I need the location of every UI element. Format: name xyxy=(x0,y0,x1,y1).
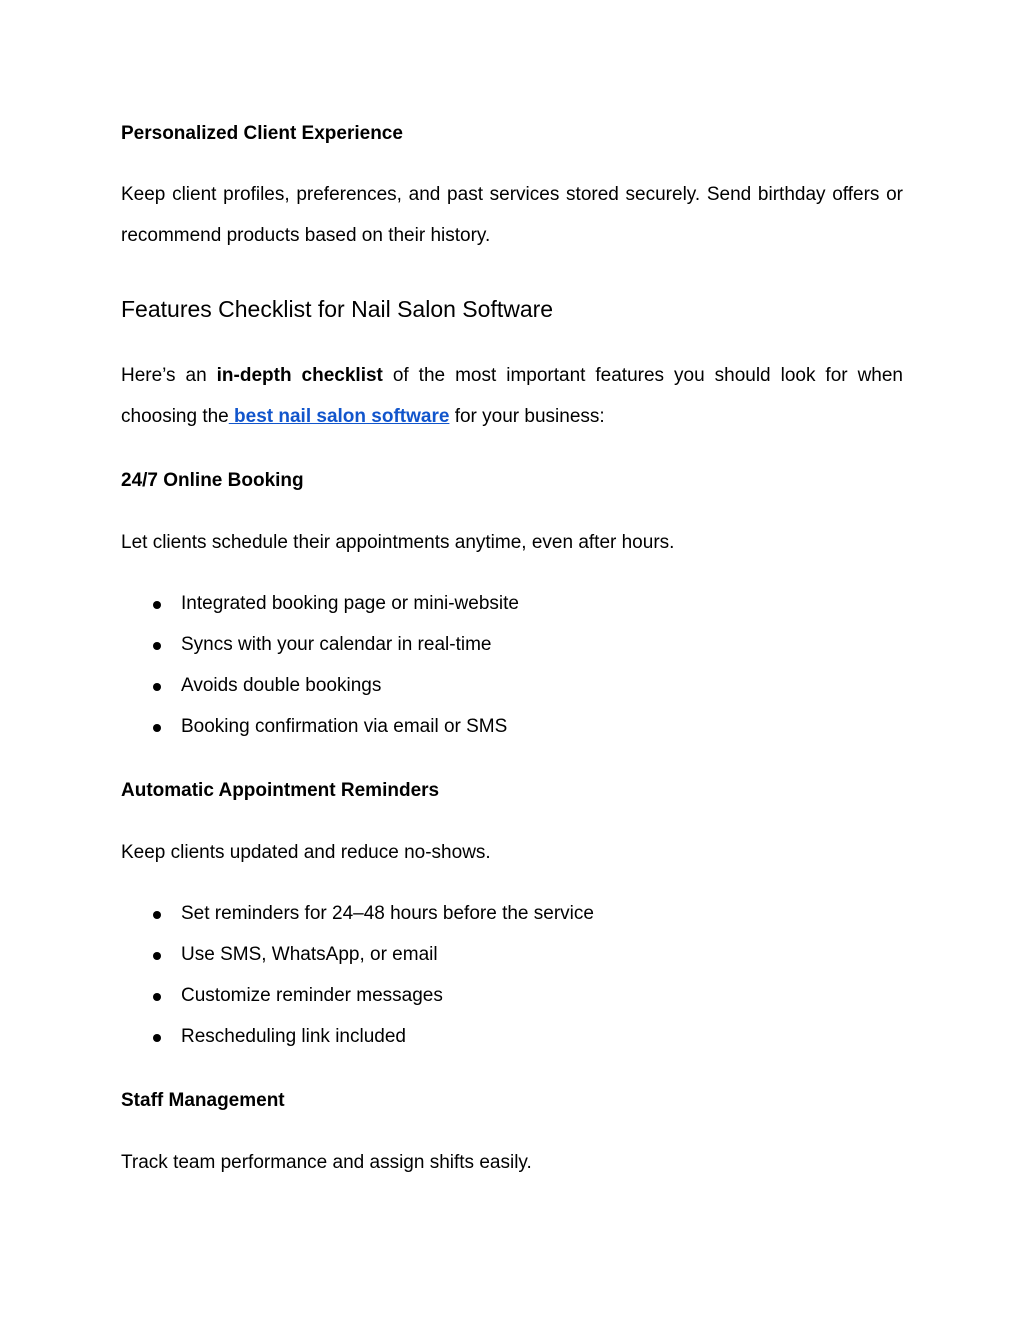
heading-online-booking: 24/7 Online Booking xyxy=(121,470,304,491)
intro-text-part3: for your business: xyxy=(449,406,605,427)
list-item: Use SMS, WhatsApp, or email xyxy=(121,943,903,984)
paragraph-staff-management: Track team performance and assign shifts easily. xyxy=(121,1152,532,1173)
list-item: Syncs with your calendar in real-time xyxy=(121,633,903,674)
bullet-icon xyxy=(153,993,161,1001)
list-item: Avoids double bookings xyxy=(121,674,903,715)
paragraph-appointment-reminders: Keep clients updated and reduce no-shows. xyxy=(121,842,491,863)
list-item: Booking confirmation via email or SMS xyxy=(121,715,903,756)
list-item: Set reminders for 24–48 hours before the service xyxy=(121,902,903,943)
paragraph-checklist-intro xyxy=(121,355,903,437)
reminders-list xyxy=(121,902,903,1066)
list-item: Customize reminder messages xyxy=(121,984,903,1025)
paragraph-personalized-client-experience: Keep client profiles, preferences, and past services stored securely. Send birthday offers or recommend products based on their history. xyxy=(121,184,903,246)
best-nail-salon-software-link[interactable]: best nail salon software xyxy=(228,406,450,427)
bullet-icon xyxy=(153,642,161,650)
online-booking-list xyxy=(121,592,903,756)
intro-bold-text: in-depth checklist xyxy=(216,365,383,386)
bullet-icon xyxy=(153,601,161,609)
bullet-icon xyxy=(153,911,161,919)
heading-appointment-reminders: Automatic Appointment Reminders xyxy=(121,780,440,801)
bullet-icon xyxy=(153,952,161,960)
heading-staff-management: Staff Management xyxy=(121,1090,285,1111)
paragraph-online-booking: Let clients schedule their appointments anytime, even after hours. xyxy=(121,532,675,553)
intro-text-part2: of the most important features you should look for when choosing the xyxy=(121,365,903,427)
bullet-icon xyxy=(153,683,161,691)
list-item: Rescheduling link included xyxy=(121,1025,903,1066)
bullet-icon xyxy=(153,724,161,732)
heading-personalized-client-experience: Personalized Client Experience xyxy=(121,123,403,144)
bullet-icon xyxy=(153,1034,161,1042)
heading-features-checklist: Features Checklist for Nail Salon Software xyxy=(121,296,554,322)
list-item: Integrated booking page or mini-website xyxy=(121,592,903,633)
intro-text-part1: Here’s an xyxy=(121,365,217,386)
